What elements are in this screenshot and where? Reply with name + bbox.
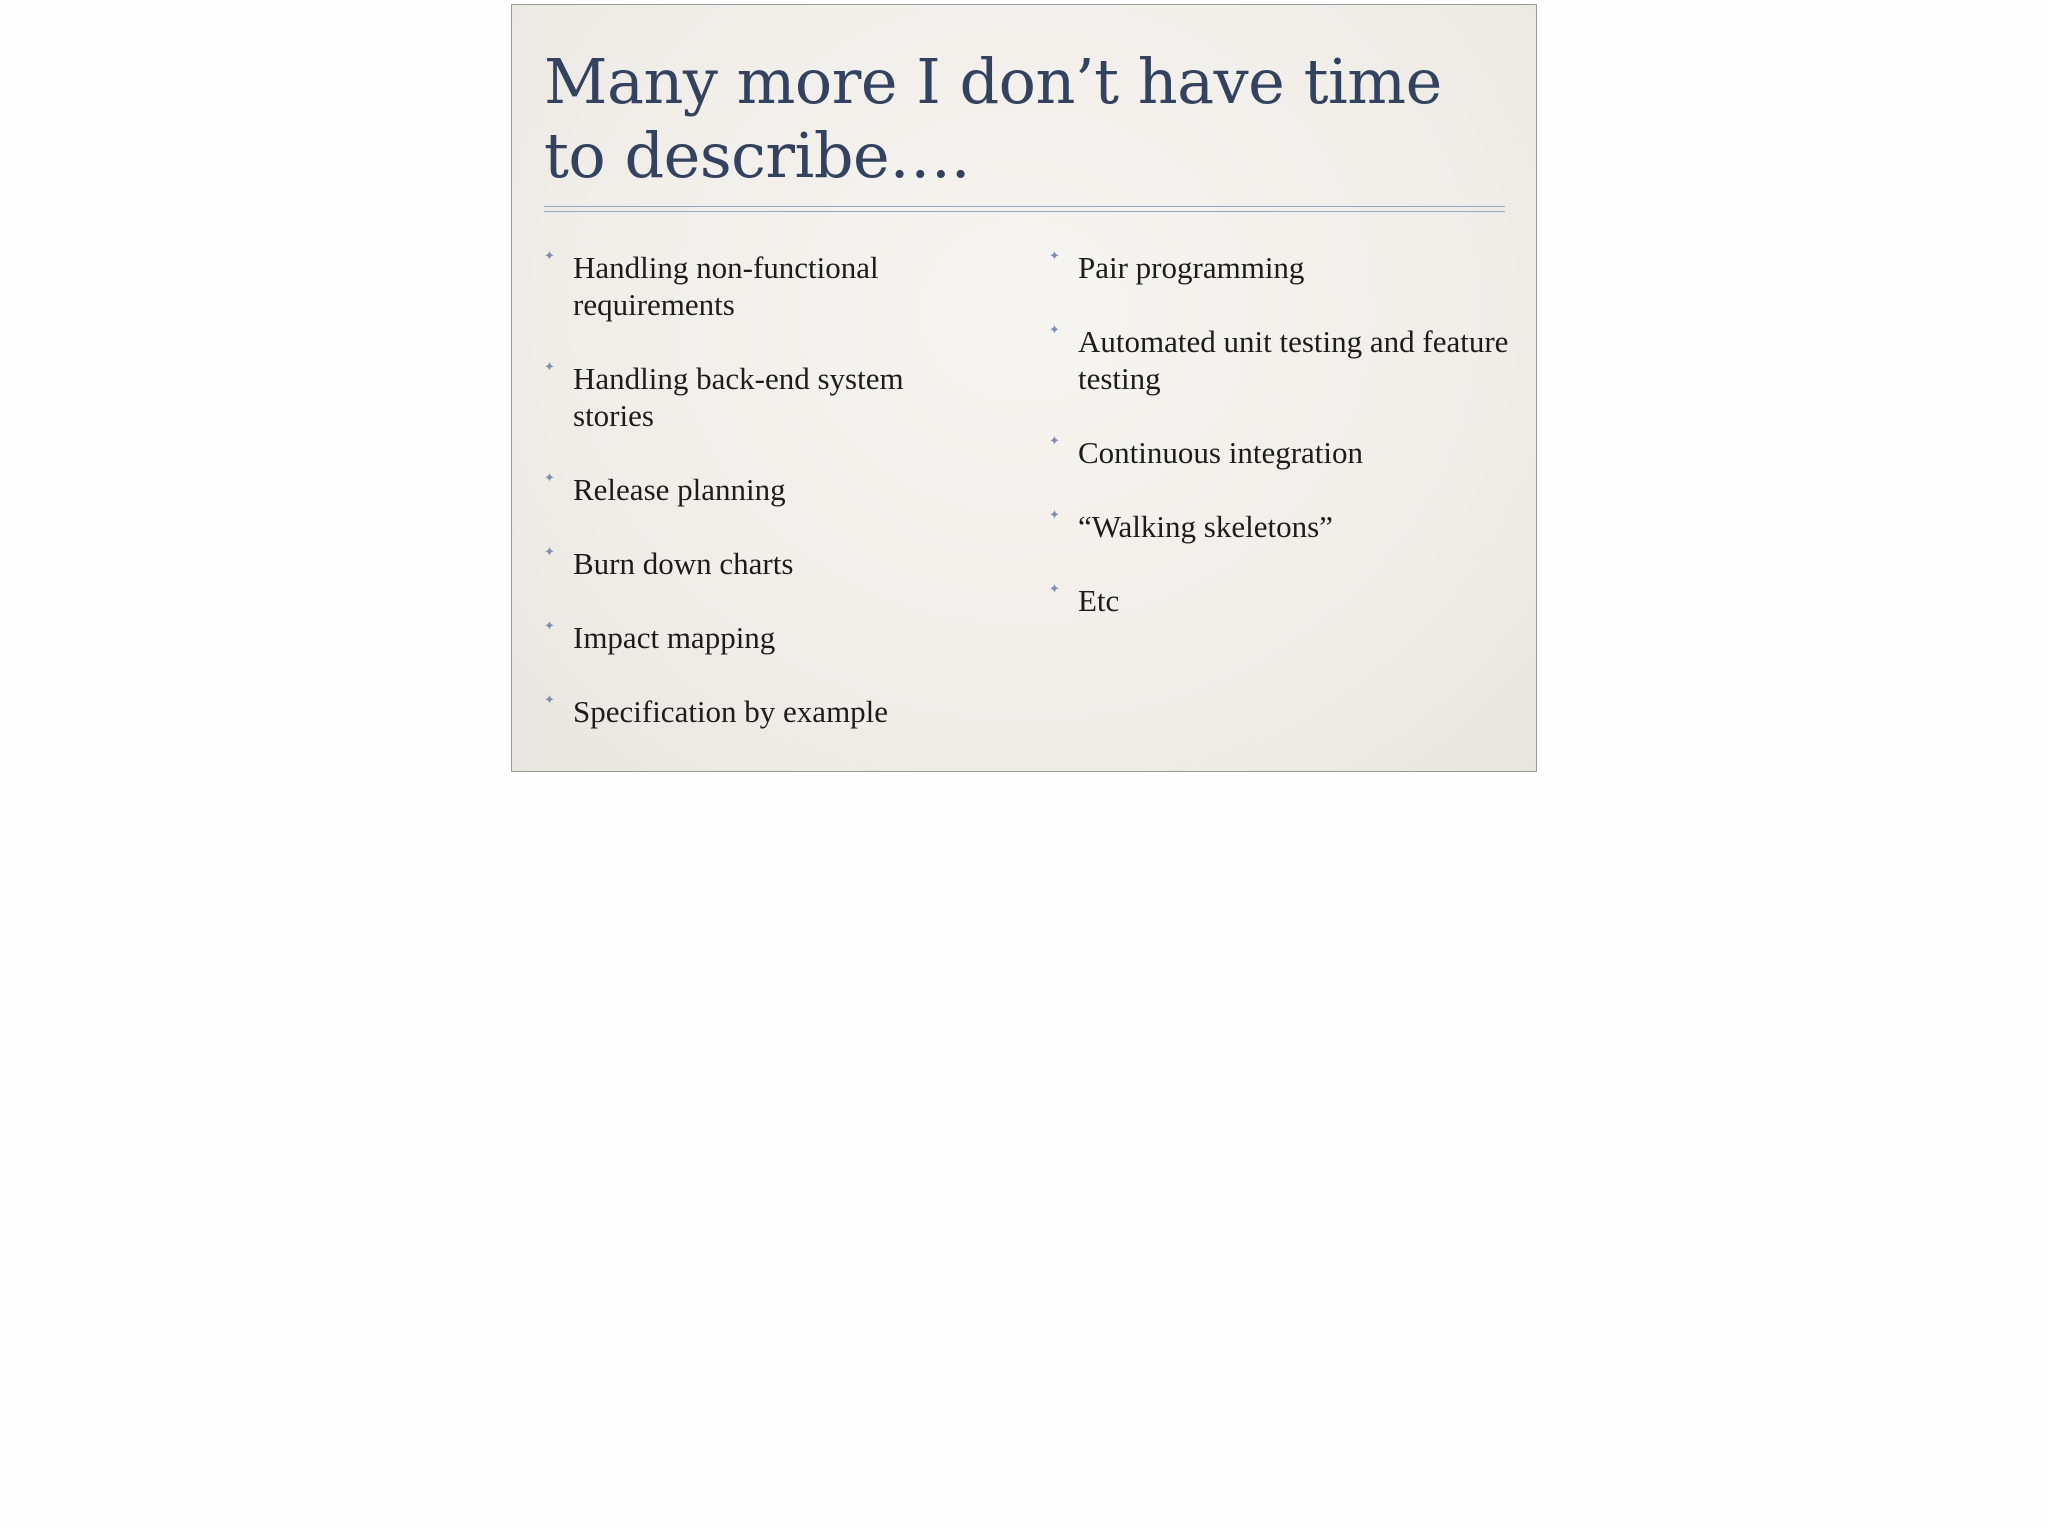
bullet-star-icon: ✦ [544,693,555,708]
list-item-text: “Walking skeletons” [1078,509,1333,544]
list-item [1049,582,1509,619]
slide [511,4,1537,772]
list-item [1049,249,1509,286]
list-item [1049,323,1509,397]
list-item [1049,508,1509,545]
list-item-text: Specification by example [573,694,889,729]
right-bullet-list [1049,249,1509,656]
list-item-text: Etc [1078,583,1120,618]
bullet-star-icon: ✦ [1049,323,1060,338]
bullet-star-icon: ✦ [544,249,555,264]
bullet-star-icon: ✦ [1049,249,1060,264]
list-item [544,693,984,730]
list-item-text: Impact mapping [573,620,776,655]
left-bullet-list [544,249,984,767]
list-item [544,249,984,323]
list-item-text: Release planning [573,472,786,507]
bullet-star-icon: ✦ [544,619,555,634]
list-item [544,360,984,434]
list-item-text: Automated unit testing and feature testing [1078,324,1509,396]
bullet-star-icon: ✦ [544,471,555,486]
title-divider-top [544,206,1505,207]
list-item [544,619,984,656]
list-item-text: Handling back-end system stories [573,361,904,433]
list-item-text: Burn down charts [573,546,794,581]
title-divider-bottom [544,211,1505,212]
list-item-text: Continuous integration [1078,435,1364,470]
list-item-text: Handling non-functional requirements [573,250,879,322]
bullet-star-icon: ✦ [1049,508,1060,523]
bullet-star-icon: ✦ [544,545,555,560]
list-item-text: Pair programming [1078,250,1305,285]
list-item [1049,434,1509,471]
list-item [544,471,984,508]
list-item [544,545,984,582]
bullet-star-icon: ✦ [1049,582,1060,597]
slide-title: Many more I don’t have time to describe…. [544,45,1442,192]
bullet-star-icon: ✦ [1049,434,1060,449]
bullet-star-icon: ✦ [544,360,555,375]
